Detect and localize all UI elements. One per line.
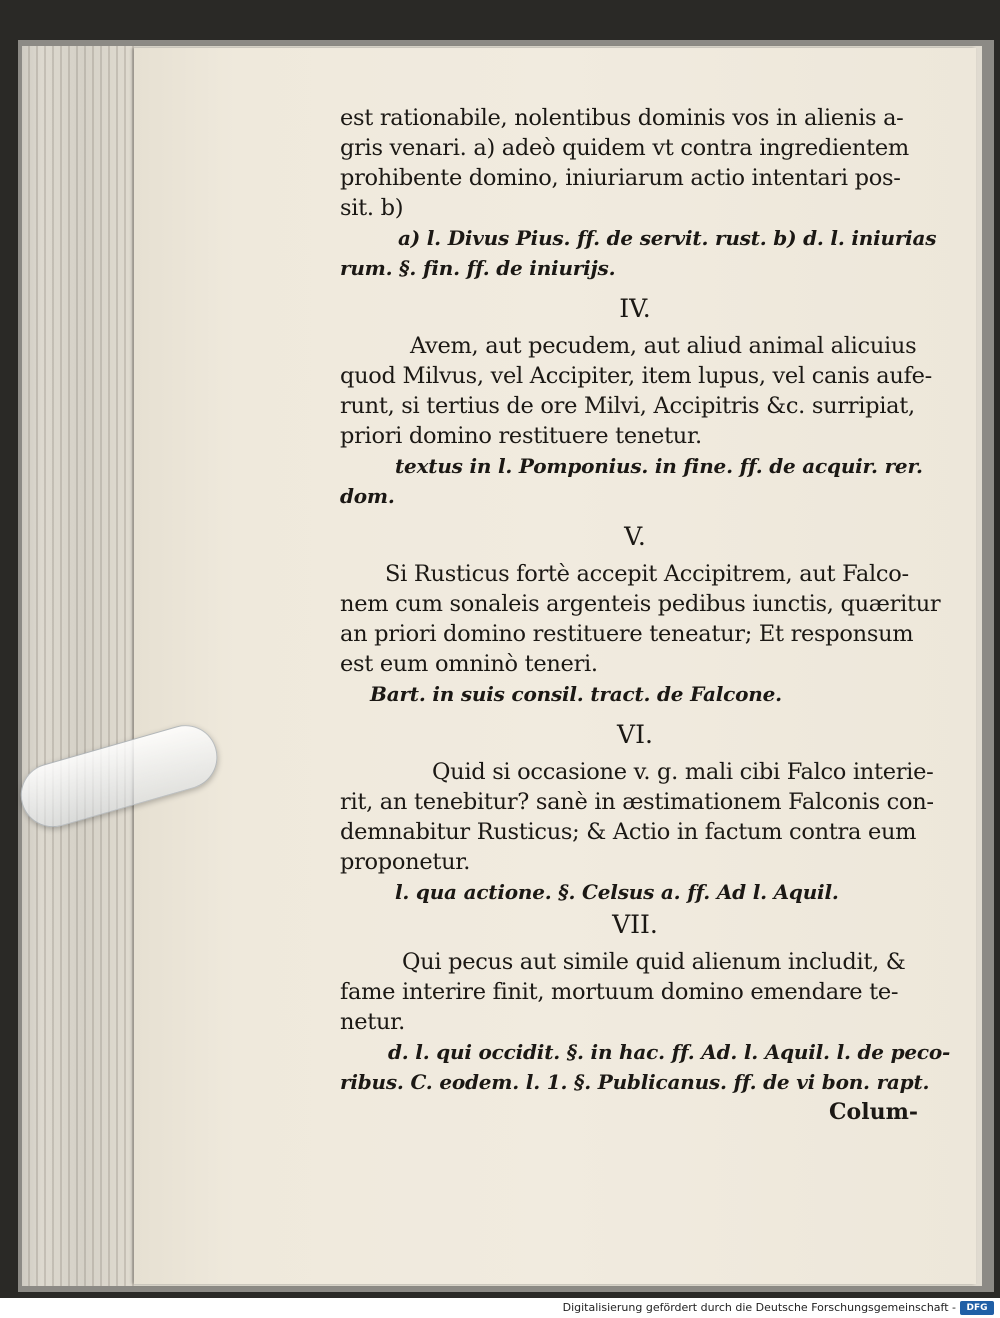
paragraph-vi — [340, 757, 934, 877]
paragraph-intro — [340, 103, 930, 223]
section-heading-vi: VI. — [617, 720, 653, 749]
text-line: runt, si tertius de ore Milvi, Accipitris &c. surripiat, — [340, 393, 915, 419]
citation-line: a) l. Divus Pius. ff. de servit. rust. b) d. l. iniurias — [398, 226, 937, 250]
paragraph-iv — [340, 331, 930, 451]
text-line: proponetur. — [340, 849, 471, 875]
text-line: est rationabile, nolentibus dominis vos in alienis a- — [340, 105, 904, 131]
citation-line: ribus. C. eodem. l. 1. §. Publicanus. ff. de vi bon. rapt. — [340, 1070, 930, 1094]
citation-intro — [340, 223, 937, 283]
catchword: Colum- — [829, 1099, 918, 1125]
section-heading-vii: VII. — [612, 910, 658, 939]
paragraph-v — [340, 559, 941, 679]
text-line: Si Rusticus fortè accepit Accipitrem, aut Falco- — [385, 561, 909, 587]
text-line: prohibente domino, iniuriarum actio intentari pos- — [340, 165, 901, 191]
text-line: Qui pecus aut simile quid alienum includit, & — [402, 949, 906, 975]
text-line: demnabitur Rusticus; & Actio in factum contra eum — [340, 819, 917, 845]
text-line: fame interire finit, mortuum domino emendare te- — [340, 979, 899, 1005]
section-heading-iv: IV. — [619, 294, 651, 323]
page-edges — [22, 46, 134, 1286]
footer-credit: Digitalisierung gefördert durch die Deutsche Forschungsgemeinschaft - — [562, 1301, 956, 1314]
text-line: an priori domino restituere teneatur; Et responsum — [340, 621, 914, 647]
section-heading-v: V. — [624, 522, 646, 551]
citation-line: d. l. qui occidit. §. in hac. ff. Ad. l. Aquil. l. de peco- — [388, 1040, 951, 1064]
citation-vii — [340, 1037, 951, 1097]
text-line: Quid si occasione v. g. mali cibi Falco interie- — [432, 759, 934, 785]
citation-vi — [340, 877, 930, 907]
text-line: est eum omninò teneri. — [340, 651, 598, 677]
citation-line: textus in l. Pomponius. in fine. ff. de acquir. rer. — [395, 454, 923, 478]
citation-iv — [340, 451, 930, 511]
paragraph-vii — [340, 947, 930, 1037]
text-line: sit. b) — [340, 195, 404, 221]
dfg-logo-icon: DFG — [960, 1301, 994, 1315]
citation-line: Bart. in suis consil. tract. de Falcone. — [370, 682, 782, 706]
citation-line: dom. — [340, 484, 395, 508]
text-line: Avem, aut pecudem, aut aliud animal alicuius — [410, 333, 917, 359]
text-line: quod Milvus, vel Accipiter, item lupus, vel canis aufe- — [340, 363, 932, 389]
text-line: priori domino restituere tenetur. — [340, 423, 702, 449]
text-line: rit, an tenebitur? sanè in æstimationem Falconis con- — [340, 789, 934, 815]
page-text — [340, 103, 951, 1127]
digitization-footer — [0, 1298, 1000, 1318]
text-line: netur. — [340, 1009, 405, 1035]
text-line: gris venari. a) adeò quidem vt contra ingredientem — [340, 135, 909, 161]
citation-line: rum. §. fin. ff. de iniurijs. — [340, 256, 616, 280]
citation-v — [340, 679, 930, 709]
citation-line: l. qua actione. §. Celsus a. ff. Ad l. Aquil. — [395, 880, 839, 904]
text-line: nem cum sonaleis argenteis pedibus iunctis, quæritur — [340, 591, 941, 617]
